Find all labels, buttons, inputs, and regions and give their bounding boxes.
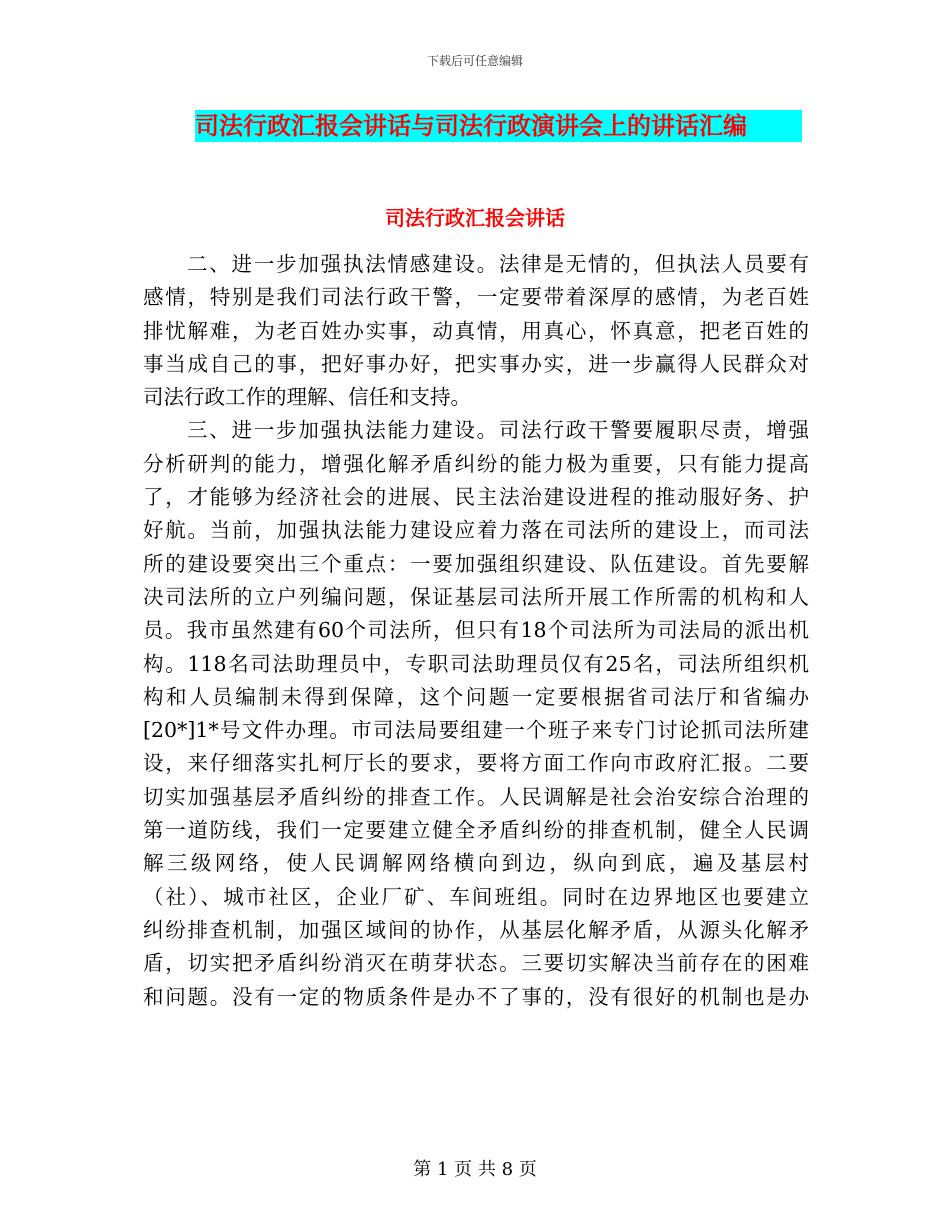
paragraph-line: [20*]1*号文件办理。市司法局要组建一个班子来专门讨论抓司法所建: [143, 718, 809, 743]
paragraph-line: 决司法所的立户列编问题，保证基层司法所开展工作所需的机构和人: [143, 584, 809, 609]
paragraph-line: 司法行政工作的理解、信任和支持。: [143, 385, 471, 410]
paragraph-line: 二、进一步加强执法情感建设。法律是无情的，但执法人员要有: [187, 252, 809, 276]
page-header-note: 下载后可任意编辑: [426, 54, 523, 68]
paragraph-line: 切实加强基层矛盾纠纷的排查工作。人民调解是社会治安综合治理的: [143, 784, 809, 809]
paragraph-line: 构。118名司法助理员中，专职司法助理员仅有25名，司法所组织机: [143, 651, 809, 676]
paragraph-line: 排忧解难，为老百姓办实事，动真情，用真心，怀真意，把老百姓的: [143, 318, 809, 343]
paragraph-line: 事当成自己的事，把好事办好，把实事办实，进一步赢得人民群众对: [143, 351, 809, 376]
paragraph-line: 分析研判的能力，增强化解矛盾纠纷的能力极为重要，只有能力提高: [143, 451, 809, 476]
paragraph-line: 构和人员编制未得到保障，这个问题一定要根据省司法厅和省编办: [143, 684, 809, 709]
paragraph-line: 纠纷排查机制，加强区域间的协作，从基层化解矛盾，从源头化解矛: [143, 917, 809, 942]
paragraph-line: 所的建设要突出三个重点：一要加强组织建设、队伍建设。首先要解: [143, 551, 809, 576]
body-text: [143, 248, 809, 1014]
paragraph-line: 员。我市虽然建有60个司法所，但只有18个司法所为司法局的派出机: [143, 618, 809, 643]
section-title: 司法行政汇报会讲话: [385, 206, 565, 230]
paragraph-line: 好航。当前，加强执法能力建设应着力落在司法所的建设上，而司法: [143, 518, 809, 543]
paragraph-line: 了，才能够为经济社会的进展、民主法治建设进程的推动服好务、护: [143, 485, 809, 510]
paragraph-line: 解三级网络，使人民调解网络横向到边，纵向到底，遍及基层村: [143, 851, 809, 876]
paragraph-line: 盾，切实把矛盾纠纷消灭在萌芽状态。三要切实解决当前存在的困难: [143, 951, 809, 976]
paragraph-line: 和问题。没有一定的物质条件是办不了事的，没有很好的机制也是办: [143, 984, 809, 1009]
document-title: 司法行政汇报会讲话与司法行政演讲会上的讲话汇编: [195, 110, 802, 142]
page-footer: 第 1 页 共 8 页: [413, 1159, 537, 1180]
paragraph-line: 第一道防线，我们一定要建立健全矛盾纠纷的排查机制，健全人民调: [143, 818, 809, 843]
paragraph-line: （社）、城市社区，企业厂矿、车间班组。同时在边界地区也要建立: [143, 884, 809, 909]
paragraph-line: 设，来仔细落实扎柯厅长的要求，要将方面工作向市政府汇报。二要: [143, 751, 809, 776]
paragraph-line: 感情，特别是我们司法行政干警，一定要带着深厚的感情，为老百姓: [143, 285, 809, 310]
paragraph-line: 三、进一步加强执法能力建设。司法行政干警要履职尽责，增强: [187, 418, 809, 443]
